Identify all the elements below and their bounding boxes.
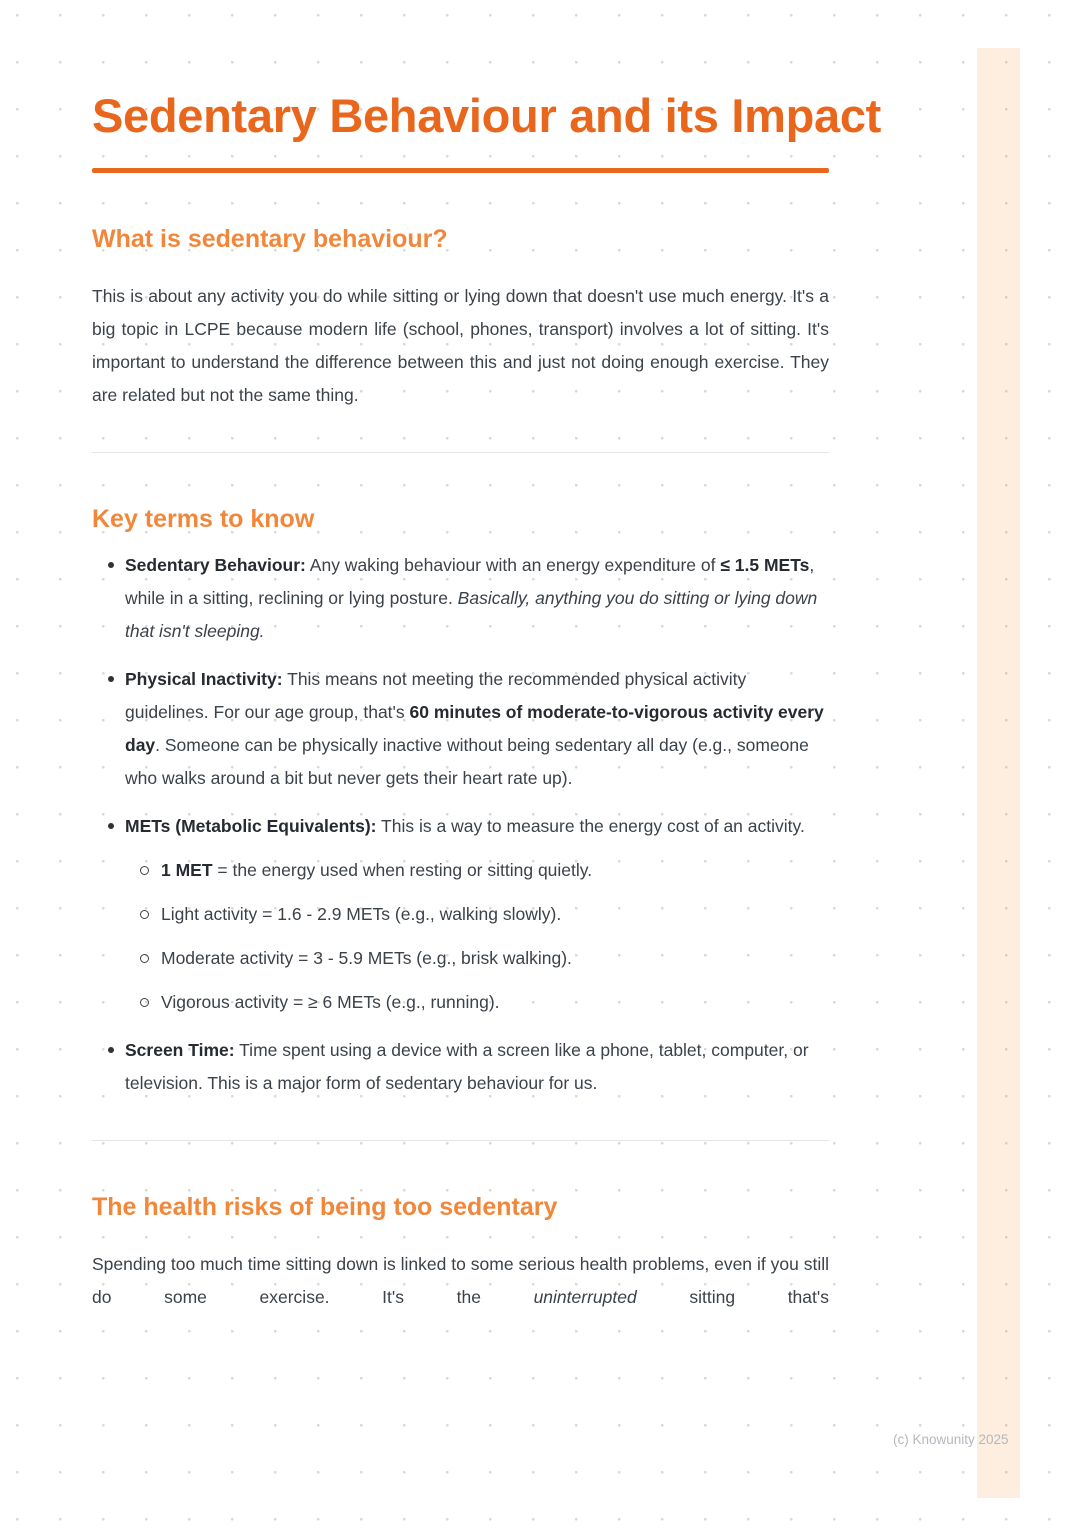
- term-bold-value: 60 minutes of moderate-to-vigorous activity every day: [125, 702, 824, 756]
- term-text: Time spent using a device with a screen like a phone, tablet, computer, or television. This is a major form of sedentary behaviour for us.: [125, 1040, 809, 1094]
- list-item-sedentary-behaviour: [108, 549, 829, 648]
- section-divider: [92, 1140, 829, 1141]
- copyright-watermark: (c) Knowunity 2025: [893, 1432, 1009, 1447]
- term-text: This means not meeting the recommended physical activity guidelines. For our age group, that's: [125, 669, 747, 723]
- sub-item-text: = the energy used when resting or sitting quietly.: [212, 860, 593, 881]
- term-label: Physical Inactivity:: [125, 669, 283, 690]
- key-terms-list: [92, 549, 829, 1100]
- right-accent-stripe: [977, 48, 1020, 1498]
- term-text: . Someone can be physically inactive without being sedentary all day (e.g., someone who walks around a bit but never gets their heart rate up).: [125, 735, 809, 789]
- sub-item-lead: 1 MET: [161, 860, 213, 881]
- sub-list-item: [140, 854, 829, 887]
- document-body: [92, 0, 882, 1314]
- term-text: , while in a sitting, reclining or lying posture.: [125, 555, 815, 609]
- paragraph-text: sitting that's: [636, 1287, 829, 1308]
- list-item-screen-time: [108, 1034, 829, 1100]
- list-item-physical-inactivity: [108, 663, 829, 795]
- list-item-mets: [108, 810, 829, 1019]
- sub-list-item: [140, 898, 829, 931]
- section-divider: [92, 452, 829, 453]
- section-heading: What is sedentary behaviour?: [92, 225, 448, 254]
- term-bold-value: ≤ 1.5 METs: [720, 555, 810, 576]
- section-what-is-sedentary: [92, 225, 829, 412]
- section-health-risks: [92, 1193, 829, 1314]
- section-key-terms: [92, 505, 829, 1100]
- term-text: Any waking behaviour with an energy expenditure of: [305, 555, 721, 576]
- term-label: METs (Metabolic Equivalents):: [125, 816, 377, 837]
- section-heading: Key terms to know: [92, 505, 315, 534]
- sub-list-item: [140, 986, 829, 1019]
- sub-item-text: Moderate activity = 3 - 5.9 METs (e.g., brisk walking).: [161, 948, 572, 969]
- risks-paragraph: [92, 1248, 829, 1314]
- sub-list-item: [140, 942, 829, 975]
- title-underline: [92, 168, 829, 173]
- sub-item-text: Vigorous activity = ≥ 6 METs (e.g., running).: [161, 992, 500, 1013]
- paragraph-text: Spending too much time sitting down is linked to some serious health problems, even if you still do some exercise. It's the: [92, 1254, 829, 1308]
- section-heading: The health risks of being too sedentary: [92, 1193, 558, 1222]
- sub-item-text: Light activity = 1.6 - 2.9 METs (e.g., walking slowly).: [161, 904, 562, 925]
- paragraph-italic: uninterrupted: [533, 1287, 637, 1308]
- term-label: Sedentary Behaviour:: [125, 555, 306, 576]
- term-label: Screen Time:: [125, 1040, 235, 1061]
- term-text: This is a way to measure the energy cost of an activity.: [376, 816, 805, 837]
- page-title: Sedentary Behaviour and its Impact: [92, 89, 882, 142]
- intro-paragraph: This is about any activity you do while sitting or lying down that doesn't use much energy. It's a big topic in LCPE because modern life (school, phones, transport) involves a lot of sitting. It's important to understand the difference between this and just not doing enough exercise. They are related but not the same thing.: [92, 286, 829, 406]
- term-italic-note: Basically, anything you do sitting or lying down that isn't sleeping.: [125, 588, 818, 642]
- mets-sub-list: [125, 854, 829, 1019]
